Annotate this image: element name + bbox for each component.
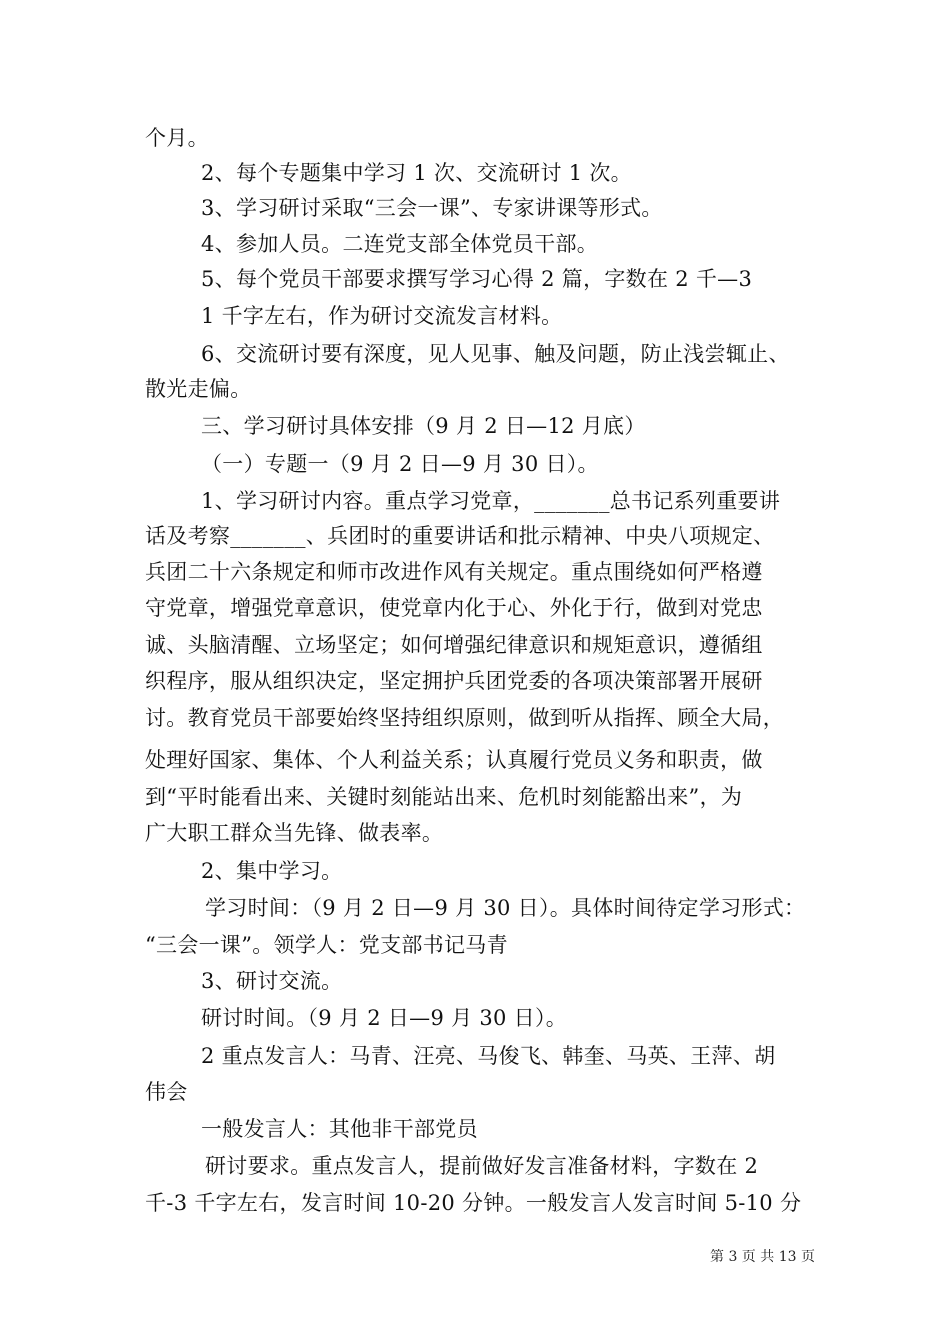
text-line: 一般发言人：其他非干部党员: [201, 1117, 478, 1141]
text-line: 4、参加人员。二连党支部全体党员干部。: [201, 232, 599, 256]
section-heading: 三、学习研讨具体安排（9 月 2 日—12 月底）: [201, 414, 646, 438]
text-line: 3、学习研讨采取“三会一课”、专家讲课等形式。: [201, 196, 663, 220]
text-line: 兵团二十六条规定和师市改进作风有关规定。重点围绕如何严格遵: [145, 560, 763, 584]
text-line: 个月。: [145, 126, 209, 150]
text-line: 6、交流研讨要有深度，见人见事、触及问题，防止浅尝辄止、: [201, 342, 790, 366]
text-line: 1 千字左右，作为研讨交流发言材料。: [201, 304, 563, 328]
text-line: 散光走偏。: [145, 377, 252, 401]
text-line: 3、研讨交流。: [201, 969, 343, 993]
text-line: 2 重点发言人：马青、汪亮、马俊飞、韩奎、马英、王萍、胡: [201, 1044, 776, 1068]
text-line: 1、学习研讨内容。重点学习党章，_______总书记系列重要讲: [201, 489, 781, 513]
text-line: 2、集中学习。: [201, 859, 343, 883]
text-line: 2、每个专题集中学习 1 次、交流研讨 1 次。: [201, 161, 632, 185]
text-line: 讨。教育党员干部要始终坚持组织原则，做到听从指挥、顾全大局，: [145, 706, 784, 730]
text-line: 研讨要求。重点发言人，提前做好发言准备材料，字数在 2: [205, 1154, 759, 1178]
text-line: 织程序，服从组织决定，坚定拥护兵团党委的各项决策部署开展研: [145, 669, 763, 693]
text-line: 广大职工群众当先锋、做表率。: [145, 821, 444, 845]
text-line: 研讨时间。（9 月 2 日—9 月 30 日）。: [201, 1006, 568, 1030]
text-line: 话及考察_______、兵团时的重要讲话和批示精神、中央八项规定、: [145, 524, 775, 548]
text-line: “三会一课”。领学人：党支部书记马青: [145, 933, 508, 957]
text-line: 到“平时能看出来、关键时刻能站出来、危机时刻能豁出来”，为: [145, 785, 743, 809]
subsection-heading: （一）专题一（9 月 2 日—9 月 30 日）。: [201, 452, 599, 476]
page-number: 第 3 页 共 13 页: [710, 1249, 815, 1265]
text-line: 诚、头脑清醒、立场坚定；如何增强纪律意识和规矩意识，遵循组: [145, 633, 763, 657]
text-line: 伟会: [145, 1080, 188, 1104]
text-line: 学习时间：（9 月 2 日—9 月 30 日）。具体时间待定学习形式：: [205, 896, 806, 920]
text-line: 守党章，增强党章意识，使党章内化于心、外化于行，做到对党忠: [145, 596, 763, 620]
text-line: 5、每个党员干部要求撰写学习心得 2 篇，字数在 2 千—3: [201, 267, 753, 291]
text-line: 处理好国家、集体、个人利益关系；认真履行党员义务和职责，做: [145, 748, 763, 772]
text-line: 千-3 千字左右，发言时间 10-20 分钟。一般发言人发言时间 5-10 分: [145, 1191, 802, 1215]
